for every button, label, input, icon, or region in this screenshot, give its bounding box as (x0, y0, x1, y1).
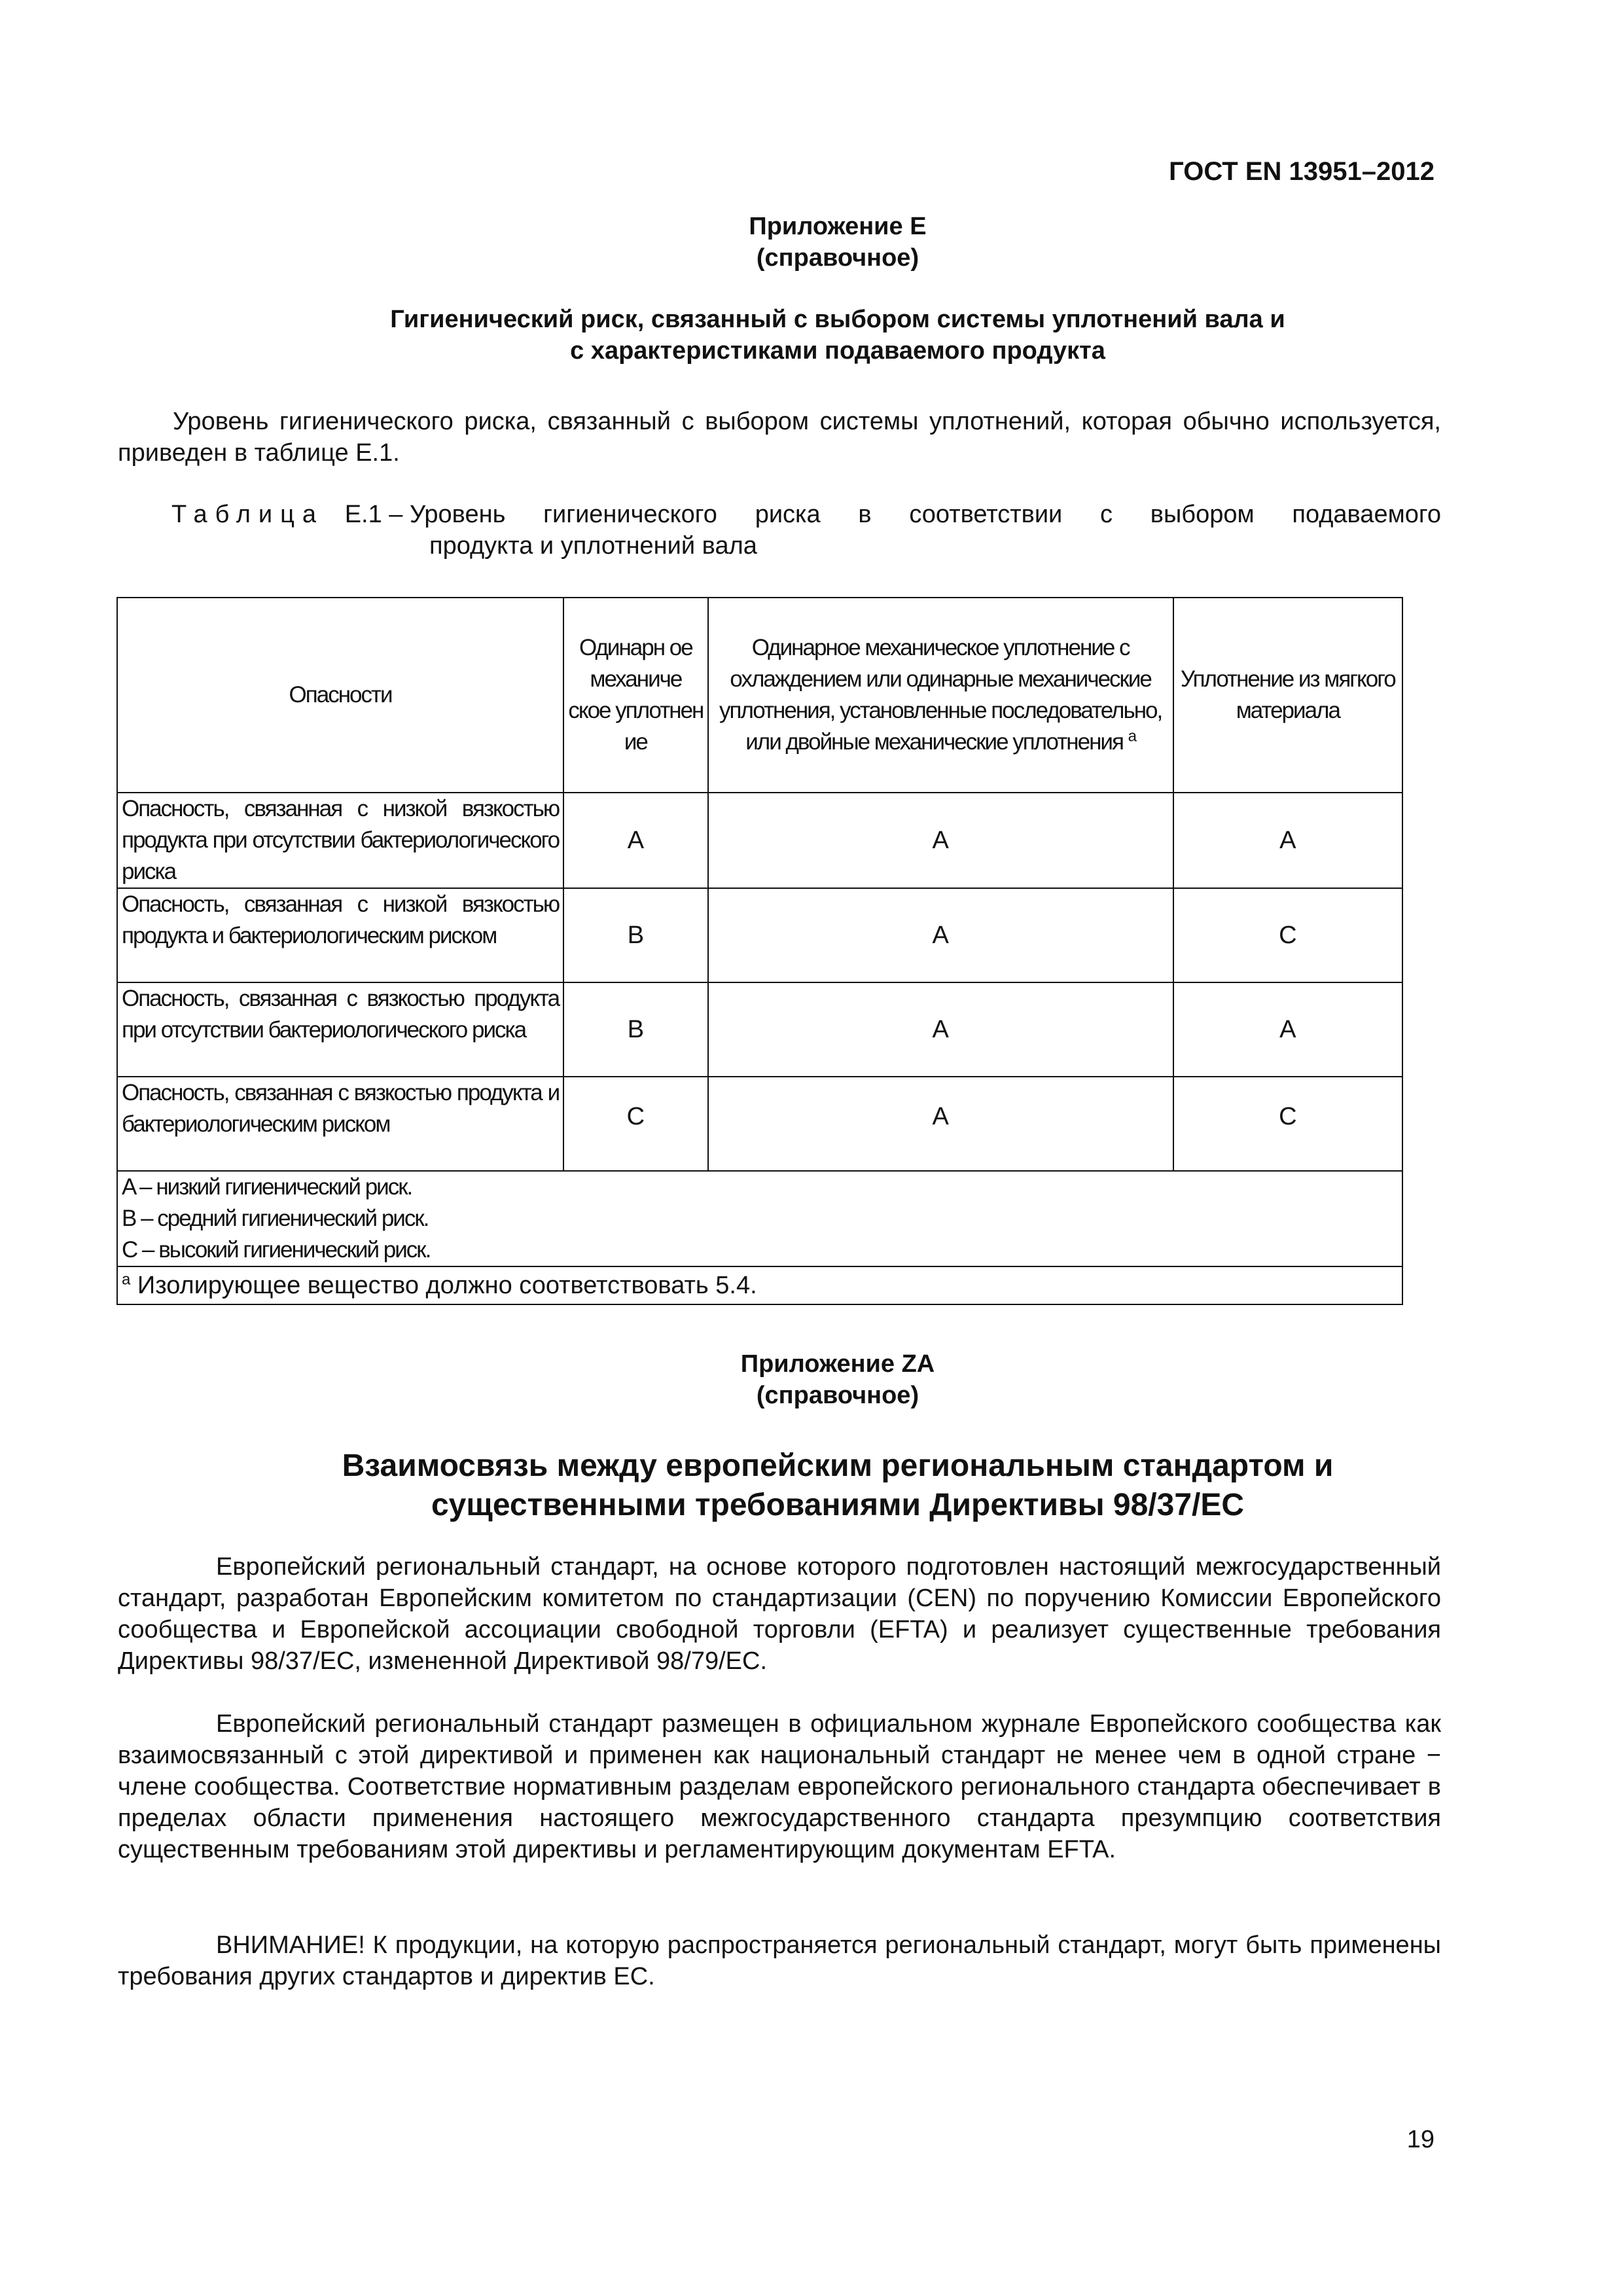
legend-item: B – средний гигиенический риск. (122, 1206, 429, 1231)
table-row (117, 888, 1402, 982)
hazard-cell: Опасность, связанная с вязкостью продукта и бактериологическим риском (117, 1077, 563, 1171)
table-footnote-row (117, 1266, 1402, 1304)
footnote-text: Изолирующее вещество должно соответствовать 5.4. (137, 1272, 757, 1299)
table-caption-text-line1: Уровень гигиенического риска в соответствии с выбором подаваемого (409, 501, 1441, 528)
annex-e-kind: (справочное) (756, 244, 919, 272)
table-row (117, 982, 1402, 1077)
single-cell: A (563, 793, 708, 888)
hazard-cell: Опасность, связанная с низкой вязкостью продукта при отсутствии бактериологического риска (117, 793, 563, 888)
annex-za-title-line2: существенными требованиями Директивы 98/37/ЕС (431, 1488, 1245, 1522)
footnote-mark: a (122, 1270, 131, 1289)
table-row (117, 1077, 1402, 1171)
header-single-seal: Одинарн ое механиче ское уплотнен ие (563, 598, 708, 793)
footnote-cell (117, 1266, 1402, 1304)
annex-e-heading (26, 211, 1623, 274)
header-soft-seal: Уплотнение из мягкого материала (1173, 598, 1402, 793)
cooled-cell: A (708, 888, 1173, 982)
single-cell: B (563, 888, 708, 982)
table-caption-text-line2: продукта и уплотнений вала (429, 532, 757, 560)
table-caption-number: Е.1 – (344, 501, 403, 528)
body-paragraph: Европейский региональный стандарт размещен в официальном журнале Европейского сообщества как взаимосвязанный с этой директивой и применен как национальный стандарт не менее чем в одной стране − члене сообщества. Соответствие нормативным разделам европейского регионального стандарта обеспечивает в пределах области применения настоящего межгосударственного стандарта презумпцию соответствия существенным требованиям этой директивы и регламентирующим документам EFTA. (118, 1710, 1441, 1863)
annex-e-label: Приложение Е (749, 213, 927, 240)
table-legend-row (117, 1171, 1402, 1266)
annex-za-title-line1: Взаимосвязь между европейским региональным стандартом и (342, 1448, 1334, 1483)
hazard-cell: Опасность, связанная с вязкостью продукта при отсутствии бактериологического риска (117, 982, 563, 1077)
warning-paragraph: ВНИМАНИЕ! К продукции, на которую распространяется региональный стандарт, могут быть применены требования других стандартов и директив ЕС. (118, 1931, 1441, 1990)
header-footnote-mark: a (1128, 727, 1135, 745)
annex-za-kind: (справочное) (756, 1382, 919, 1409)
soft-cell: A (1173, 793, 1402, 888)
table-header-row (117, 598, 1402, 793)
cooled-cell: A (708, 793, 1173, 888)
annex-za-label: Приложение ZA (740, 1350, 935, 1378)
hazard-cell: Опасность, связанная с низкой вязкостью продукта и бактериологическим риском (117, 888, 563, 982)
table-caption (171, 499, 1441, 562)
table-caption-label: Таблица (171, 501, 324, 528)
page-number: 19 (1406, 2126, 1435, 2153)
cooled-cell: A (708, 982, 1173, 1077)
table-row (117, 793, 1402, 888)
annex-za-title (26, 1446, 1623, 1525)
legend-item: A – низкий гигиенический риск. (122, 1174, 412, 1200)
annex-e-title (26, 304, 1623, 367)
cooled-cell: A (708, 1077, 1173, 1171)
intro-paragraph: Уровень гигиенического риска, связанный с выбором системы уплотнений, которая обычно используется, приведен в таблице Е.1. (118, 408, 1441, 467)
header-cooled-seal: Одинарное механическое уплотнение с охлаждением или одинарные механические уплотнения, установленные последовательно, или двойные механические уплотнения $^a$ (708, 598, 1173, 793)
document-code: ГОСТ EN 13951–2012 (1169, 157, 1435, 186)
single-cell: C (563, 1077, 708, 1171)
legend-item: C – высокий гигиенический риск. (122, 1237, 431, 1263)
annex-e-title-line1: Гигиенический риск, связанный с выбором системы уплотнений вала и (390, 306, 1285, 333)
annex-za-heading (26, 1348, 1623, 1411)
body-paragraph: Европейский региональный стандарт, на основе которого подготовлен настоящий межгосударственный стандарт, разработан Европейским комитетом по стандартизации (CEN) по поручению Комиссии Европейского сообщества и Европейской ассоциации свободной торговли (EFTA) и реализует существенные требования Директивы 98/37/ЕС, измененной Директивой 98/79/ЕС. (118, 1553, 1441, 1675)
soft-cell: C (1173, 888, 1402, 982)
annex-e-title-line2: с характеристиками подаваемого продукта (570, 337, 1105, 365)
soft-cell: A (1173, 982, 1402, 1077)
header-hazards: Опасности (117, 598, 563, 793)
legend-cell (117, 1171, 1402, 1266)
single-cell: B (563, 982, 708, 1077)
soft-cell: C (1173, 1077, 1402, 1171)
risk-table (116, 597, 1403, 1305)
